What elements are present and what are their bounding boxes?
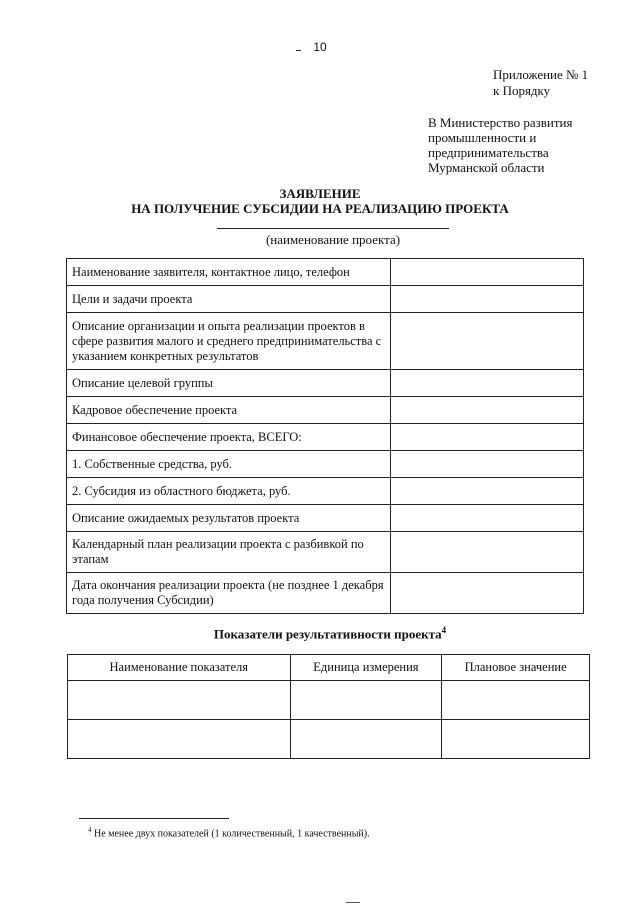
project-name-caption: (наименование проекта) <box>265 232 401 247</box>
column-header-indicator-name: Наименование показателя <box>68 655 291 681</box>
page-number: 10 <box>313 40 327 54</box>
planned-value-cell[interactable] <box>442 720 590 759</box>
project-name-field[interactable] <box>217 228 449 229</box>
row-value-cell[interactable] <box>391 424 584 451</box>
footnote <box>88 826 370 839</box>
unit-cell[interactable] <box>290 720 442 759</box>
row-label: Календарный план реализации проекта с разбивкой по этапам <box>67 532 391 573</box>
addressee-line: Мурманской области <box>428 160 545 175</box>
table-row <box>67 478 584 505</box>
table-row <box>67 259 584 286</box>
table-row <box>67 424 584 451</box>
row-value-cell[interactable] <box>391 286 584 313</box>
row-label: Наименование заявителя, контактное лицо, телефон <box>67 259 391 286</box>
addressee-line: В Министерство развития <box>428 115 573 130</box>
indicator-name-cell[interactable] <box>68 681 291 720</box>
column-header-unit: Единица измерения <box>290 655 442 681</box>
header-dash <box>296 50 301 51</box>
footnote-mark: 4 <box>88 826 92 834</box>
addressee-line: предпринимательства <box>428 145 549 160</box>
table-row <box>67 451 584 478</box>
row-value-cell[interactable] <box>391 505 584 532</box>
column-header-planned-value: Плановое значение <box>442 655 590 681</box>
row-value-cell[interactable] <box>391 478 584 505</box>
row-label: Описание ожидаемых результатов проекта <box>67 505 391 532</box>
indicators-header-row <box>68 655 590 681</box>
table-row <box>67 505 584 532</box>
table-row <box>67 370 584 397</box>
row-label: 1. Собственные средства, руб. <box>67 451 391 478</box>
footnote-separator <box>79 818 229 819</box>
bottom-mark <box>346 902 360 903</box>
addressee-line: промышленности и <box>428 130 537 145</box>
footnote-reference: 4 <box>441 625 447 635</box>
row-label: 2. Субсидия из областного бюджета, руб. <box>67 478 391 505</box>
row-label: Описание организации и опыта реализации проектов в сфере развития малого и среднего предпринимательства с указанием конкретных результатов <box>67 313 391 370</box>
footnote-text: Не менее двух показателей (1 количественный, 1 качественный). <box>91 828 370 840</box>
indicators-title-text: Показатели результативности проекта <box>213 626 442 642</box>
appendix-line-2: к Порядку <box>493 83 551 98</box>
appendix-block <box>493 67 588 99</box>
row-label: Кадровое обеспечение проекта <box>67 397 391 424</box>
indicator-name-cell[interactable] <box>68 720 291 759</box>
table-row <box>67 286 584 313</box>
unit-cell[interactable] <box>290 681 442 720</box>
title-line-2: НА ПОЛУЧЕНИЕ СУБСИДИИ НА РЕАЛИЗАЦИЮ ПРОЕКТА <box>131 201 509 216</box>
table-row <box>67 313 584 370</box>
row-label: Финансовое обеспечение проекта, ВСЕГО: <box>67 424 391 451</box>
row-label: Описание целевой группы <box>67 370 391 397</box>
row-label: Цели и задачи проекта <box>67 286 391 313</box>
table-row <box>67 397 584 424</box>
row-label: Дата окончания реализации проекта (не позднее 1 декабря года получения Субсидии) <box>67 573 391 614</box>
row-value-cell[interactable] <box>391 313 584 370</box>
application-table <box>66 258 584 614</box>
title-line-1: ЗАЯВЛЕНИЕ <box>279 186 361 201</box>
indicators-title <box>0 625 640 642</box>
indicators-table <box>67 654 590 759</box>
addressee-block <box>428 115 572 175</box>
row-value-cell[interactable] <box>391 532 584 573</box>
row-value-cell[interactable] <box>391 370 584 397</box>
row-value-cell[interactable] <box>391 259 584 286</box>
table-row <box>67 573 584 614</box>
row-value-cell[interactable] <box>391 451 584 478</box>
table-row <box>67 532 584 573</box>
table-row <box>68 681 590 720</box>
table-row <box>68 720 590 759</box>
document-title <box>0 186 640 216</box>
planned-value-cell[interactable] <box>442 681 590 720</box>
appendix-line-1: Приложение № 1 <box>493 67 589 82</box>
row-value-cell[interactable] <box>391 397 584 424</box>
row-value-cell[interactable] <box>391 573 584 614</box>
